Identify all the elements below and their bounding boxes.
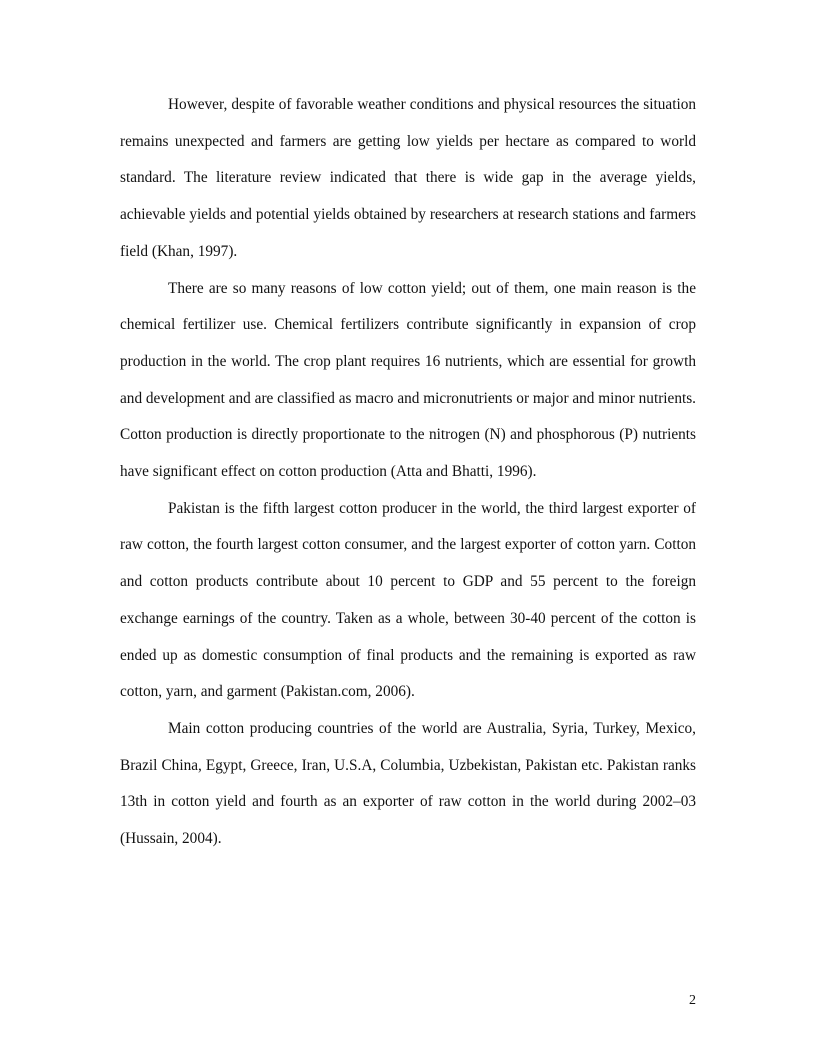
paragraph-fertilizer-nutrients: There are so many reasons of low cotton yield; out of them, one main reason is the chemical fertilizer use. Chemical fertilizers contribute significantly in expansion of crop production in the world. The crop plant requires 16 nutrients, which are essential for growth and development and are classified as macro and micronutrients or major and minor nutrients. Cotton production is directly proportionate to the nitrogen (N) and phosphorous (P) nutrients have significant effect on cotton production (Atta and Bhatti, 1996). (120, 279, 697, 481)
paragraph-weather-yields: However, despite of favorable weather conditions and physical resources the situation remains unexpected and farmers are getting low yields per hectare as compared to world standard. The literature review indicated that there is wide gap in the average yields, achievable yields and potential yields obtained by researchers at research stations and farmers field (Khan, 1997). (120, 96, 696, 260)
body-text (120, 87, 696, 858)
page-number: 2 (689, 993, 696, 1008)
paragraph-producing-countries: Main cotton producing countries of the world are Australia, Syria, Turkey, Mexico, Brazil China, Egypt, Greece, Iran, U.S.A, Columbia, Uzbekistan, Pakistan etc. Pakistan ranks 13th in cotton yield and fourth as an exporter of raw cotton in the world during 2002–03 (Hussain, 2004). (120, 719, 696, 848)
paragraph-pakistan-cotton-economy: Pakistan is the fifth largest cotton producer in the world, the third largest exporter of raw cotton, the fourth largest cotton consumer, and the largest exporter of cotton yarn. Cotton and cotton products contribute about 10 percent to GDP and 55 percent to the foreign exchange earnings of the country. Taken as a whole, between 30-40 percent of the cotton is ended up as domestic consumption of final products and the remaining is exported as raw cotton, yarn, and garment (Pakistan.com, 2006). (120, 499, 696, 701)
